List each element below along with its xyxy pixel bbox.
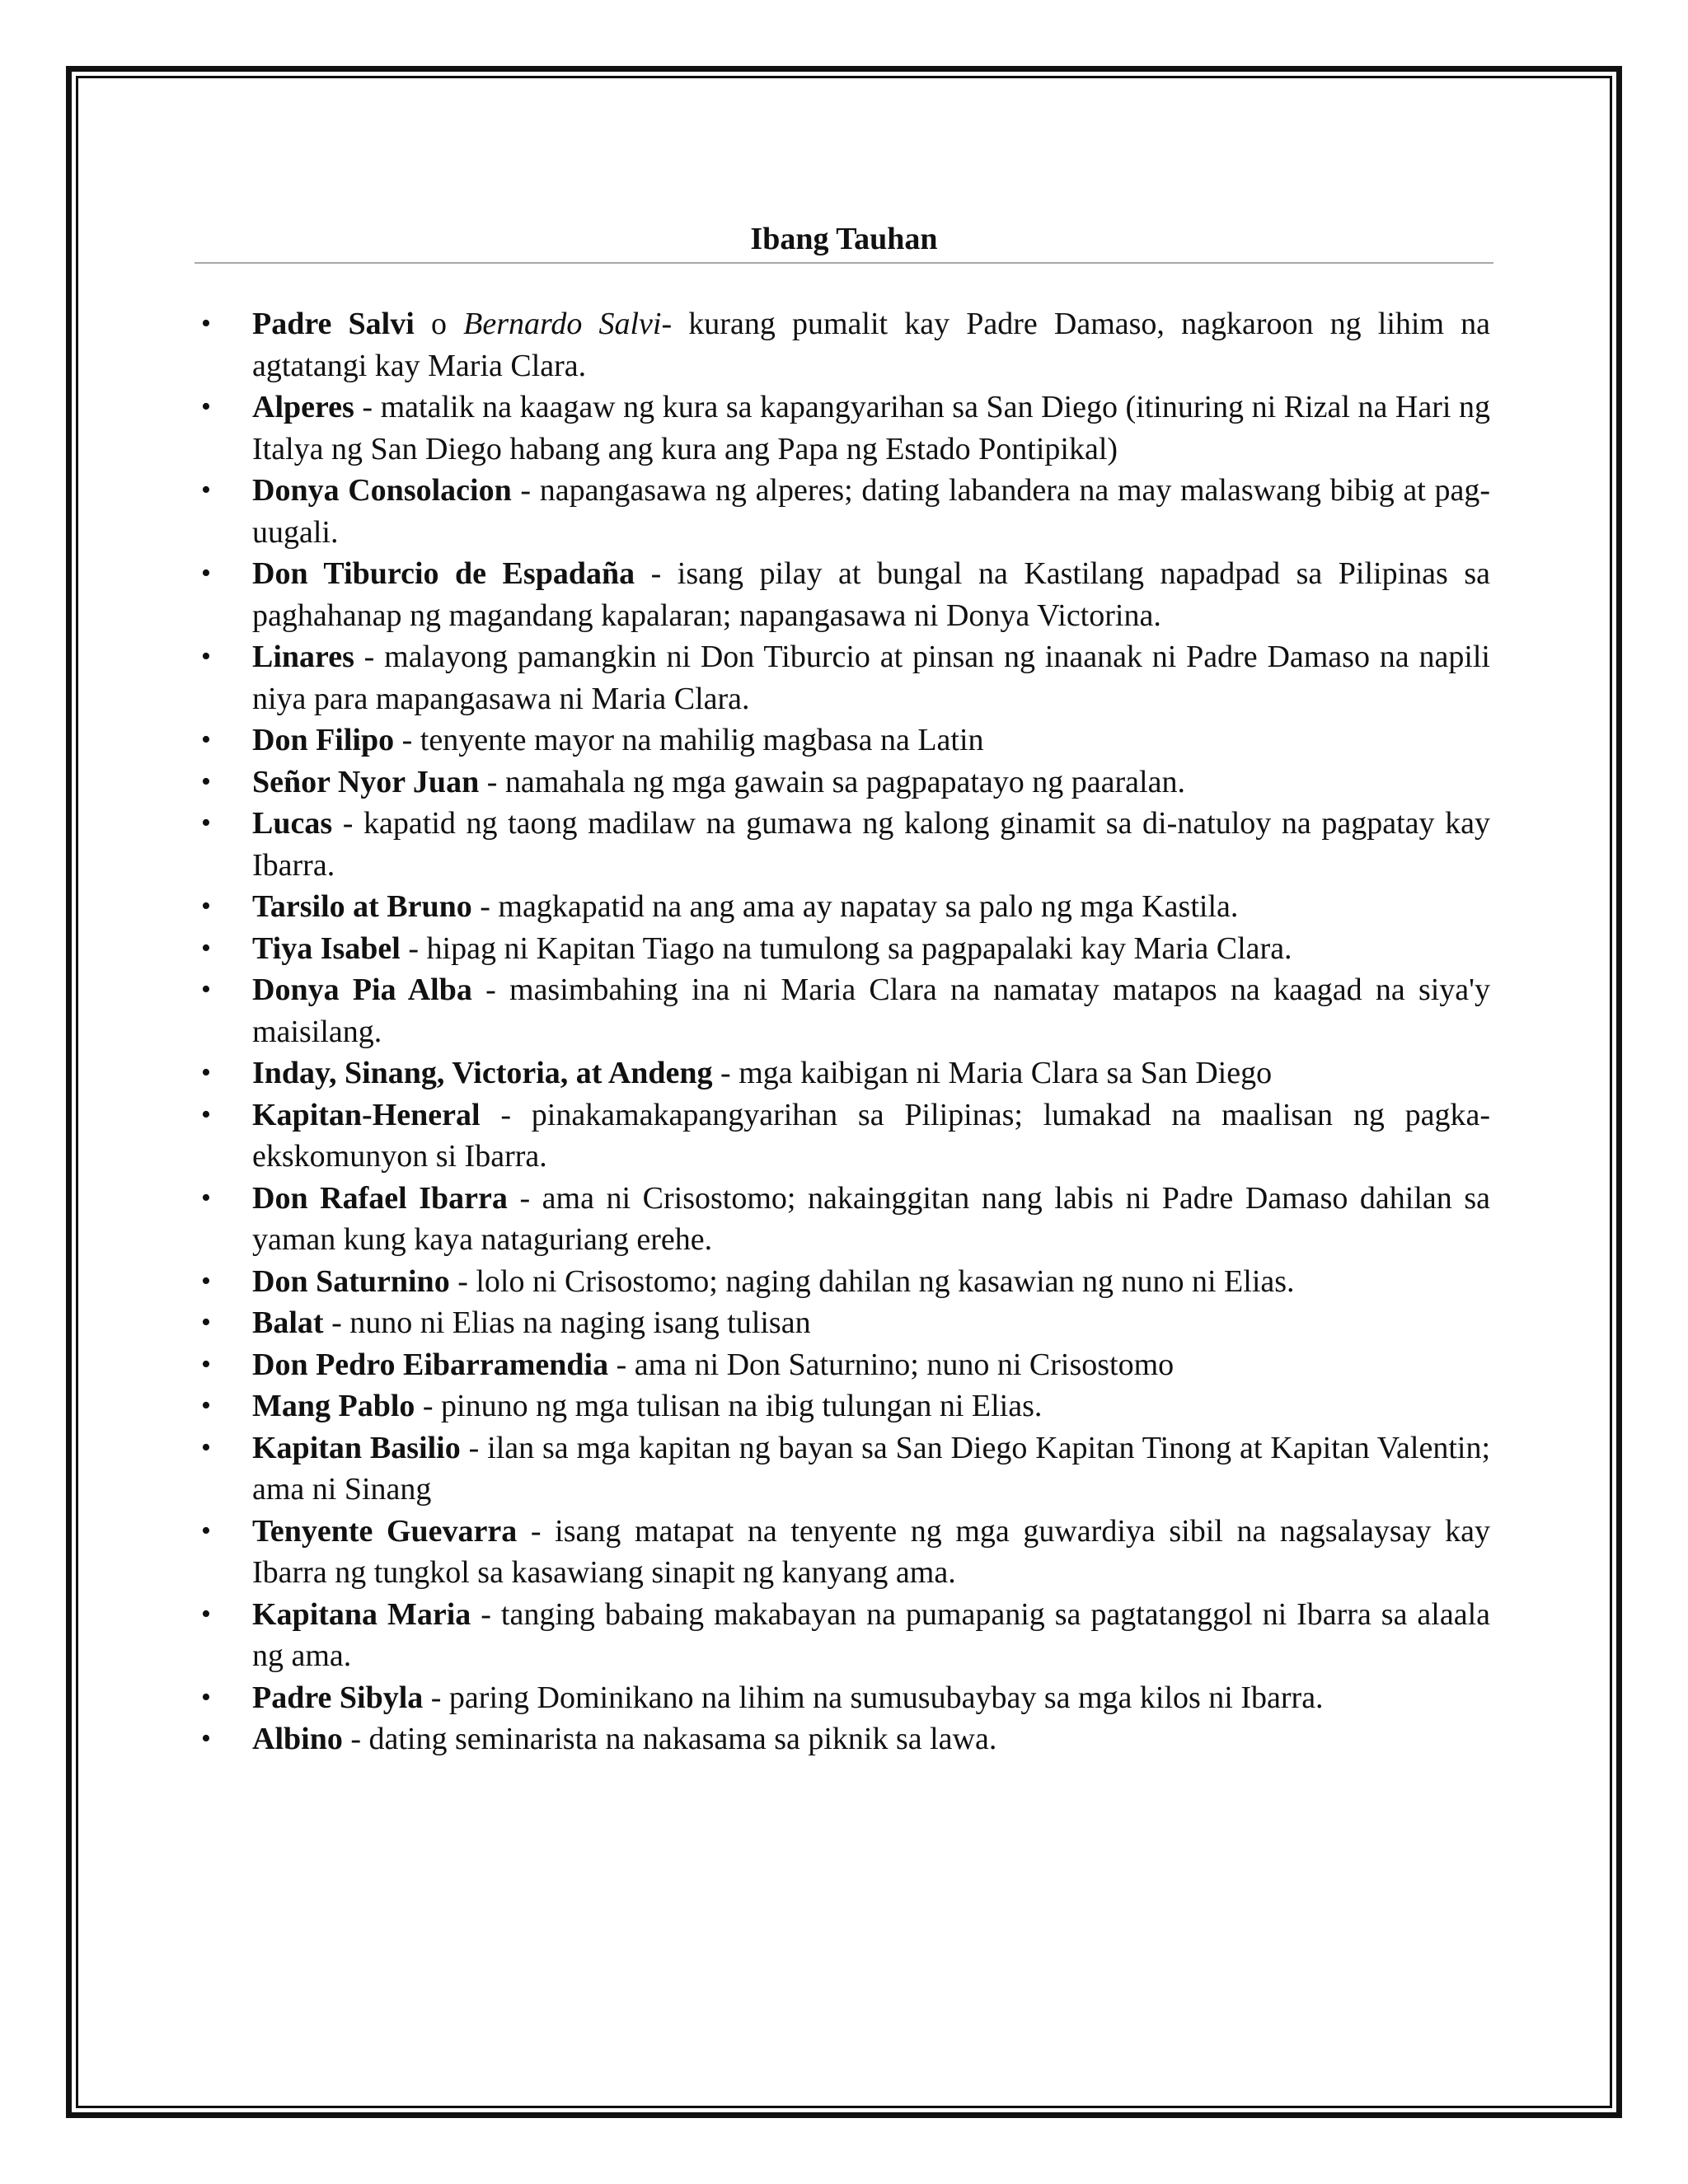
list-item <box>195 1094 1490 1178</box>
character-description: - dating seminarista na nakasama sa piknik sa lawa. <box>342 1722 997 1756</box>
character-description: - kurang pumalit kay Padre Damaso, nagkaroon ng lihim na agtatangi kay Maria Clara. <box>252 307 1491 383</box>
bullet-icon: • <box>201 1265 211 1296</box>
list-item <box>195 1511 1490 1594</box>
bullet-icon: • <box>201 1598 211 1629</box>
character-description: - tenyente mayor na mahilig magbasa na Latin <box>394 723 984 757</box>
character-description: - isang pilay at bungal na Kastilang napadpad sa Pilipinas sa paghahanap ng magandang kapalaran; napangasawa ni Donya Victorina. <box>252 556 1490 633</box>
character-description: - malayong pamangkin ni Don Tiburcio at pinsan ng inaanak ni Padre Damaso na napili niya para mapangasawa ni Maria Clara. <box>252 640 1490 716</box>
bullet-icon: • <box>201 308 211 339</box>
character-description: - ama ni Crisostomo; nakainggitan nang labis ni Padre Damaso dahilan sa yaman kung kaya nataguriang erehe. <box>252 1180 1490 1257</box>
character-name: Padre Salvi <box>252 307 415 341</box>
list-item <box>195 1344 1490 1386</box>
list-item <box>195 928 1490 970</box>
character-description: - pinakamakapangyarihan sa Pilipinas; lumakad na maalisan ng pagka-ekskomunyon si Ibarra. <box>252 1097 1490 1174</box>
list-item <box>195 1261 1490 1303</box>
character-description: - matalik na kaagaw ng kura sa kapangyarihan sa San Diego (itinuring ni Rizal na Hari ng Italya ng San Diego habang ang kura ang Papa ng Estado Pontipikal) <box>252 390 1490 466</box>
character-description: - pinuno ng mga tulisan na ibig tulungan ni Elias. <box>415 1389 1043 1423</box>
character-description: - masimbahing ina ni Maria Clara na namatay matapos na kaagad na siya'y maisilang. <box>252 972 1491 1049</box>
character-name: Balat <box>252 1305 324 1340</box>
character-name: Kapitan-Heneral <box>252 1097 481 1132</box>
character-description: - napangasawa ng alperes; dating labandera na may malaswang bibig at pag-uugali. <box>252 473 1490 550</box>
character-name: Alperes <box>252 390 354 424</box>
page-title: Ibang Tauhan <box>750 222 938 257</box>
character-description: - lolo ni Crisostomo; naging dahilan ng kasawian ng nuno ni Elias. <box>449 1263 1295 1299</box>
list-item <box>195 1302 1490 1344</box>
character-name: Lucas <box>252 806 333 841</box>
bullet-icon: • <box>201 641 211 672</box>
character-name: Donya Pia Alba <box>252 972 472 1007</box>
character-description: - paring Dominikano na lihim na sumusubaybay sa mga kilos ni Ibarra. <box>423 1680 1324 1715</box>
list-item <box>195 1427 1490 1511</box>
bullet-icon: • <box>201 1390 211 1421</box>
character-description: - isang matapat na tenyente ng mga guwardiya sibil na nagsalaysay kay Ibarra ng tungkol sa kasawiang sinapit ng kanyang ama. <box>252 1513 1491 1590</box>
character-name: Mang Pablo <box>252 1389 415 1423</box>
character-name: Tiya Isabel <box>252 930 401 966</box>
bullet-icon: • <box>201 808 211 838</box>
bullet-icon: • <box>201 1182 211 1213</box>
list-item <box>195 553 1490 636</box>
bullet-icon: • <box>201 558 211 588</box>
character-name: Padre Sibyla <box>252 1680 424 1715</box>
list-item <box>195 762 1490 804</box>
list-item <box>195 1594 1490 1677</box>
list-item <box>195 387 1490 470</box>
character-description: - kapatid ng taong madilaw na gumawa ng kalong ginamit sa di-natuloy na pagpatay kay Ibarra. <box>252 806 1490 883</box>
list-item <box>195 1052 1490 1094</box>
character-name: Señor Nyor Juan <box>252 764 480 799</box>
bullet-icon: • <box>201 1723 211 1754</box>
bullet-icon: • <box>201 1057 211 1088</box>
list-item <box>195 1677 1490 1719</box>
list-item <box>195 719 1490 762</box>
character-name: Donya Consolacion <box>252 473 512 508</box>
list-item <box>195 303 1490 387</box>
bullet-icon: • <box>201 1515 211 1546</box>
character-name: Don Filipo <box>252 723 395 757</box>
character-name: Inday, Sinang, Victoria, at Andeng <box>252 1056 713 1090</box>
list-item <box>195 1385 1490 1427</box>
bullet-icon: • <box>201 1099 211 1130</box>
list-item <box>195 1718 1490 1760</box>
bullet-icon: • <box>201 1307 211 1338</box>
character-description: - ilan sa mga kapitan ng bayan sa San Diego Kapitan Tinong at Kapitan Valentin; ama ni Sinang <box>252 1430 1491 1507</box>
character-name: Albino <box>252 1722 343 1756</box>
title-divider <box>195 262 1493 264</box>
character-name: Kapitan Basilio <box>252 1430 461 1465</box>
character-description: - ama ni Don Saturnino; nuno ni Crisostomo <box>608 1347 1175 1382</box>
character-name: Don Pedro Eibarramendia <box>252 1347 609 1382</box>
character-description: - tanging babaing makabayan na pumapanig sa pagtatanggol ni Ibarra sa alaala ng ama. <box>252 1596 1490 1673</box>
character-description: - namahala ng mga gawain sa pagpapatayo ng paaralan. <box>479 764 1185 799</box>
bullet-icon: • <box>201 475 211 505</box>
character-name: Kapitana Maria <box>252 1596 471 1632</box>
bullet-icon: • <box>201 1432 211 1463</box>
character-list <box>195 303 1490 1760</box>
list-item <box>195 636 1490 719</box>
name-connector: o <box>414 307 464 341</box>
bullet-icon: • <box>201 1681 211 1713</box>
list-item <box>195 803 1490 886</box>
bullet-icon: • <box>201 1348 211 1380</box>
character-description: - nuno ni Elias na naging isang tulisan <box>323 1305 811 1340</box>
bullet-icon: • <box>201 724 211 755</box>
bullet-icon: • <box>201 766 211 797</box>
bullet-icon: • <box>201 974 211 1005</box>
list-item <box>195 969 1490 1052</box>
character-description: - hipag ni Kapitan Tiago na tumulong sa pagpapalaki kay Maria Clara. <box>400 930 1292 966</box>
character-description: - magkapatid na ang ama ay napatay sa palo ng mga Kastila. <box>471 889 1239 924</box>
character-name: Tenyente Guevarra <box>252 1513 518 1549</box>
character-name: Don Tiburcio de Espadaña <box>252 556 635 591</box>
list-item <box>195 1178 1490 1261</box>
character-name: Don Saturnino <box>252 1263 450 1299</box>
bullet-icon: • <box>201 391 211 422</box>
character-alt-name: Bernardo Salvi <box>463 307 662 341</box>
character-name: Linares <box>252 640 354 674</box>
character-description: - mga kaibigan ni Maria Clara sa San Diego <box>712 1056 1273 1090</box>
bullet-icon: • <box>201 932 211 963</box>
character-name: Don Rafael Ibarra <box>252 1180 508 1216</box>
list-item <box>195 886 1490 928</box>
bullet-icon: • <box>201 891 211 921</box>
list-item <box>195 470 1490 553</box>
character-name: Tarsilo at Bruno <box>252 889 472 924</box>
